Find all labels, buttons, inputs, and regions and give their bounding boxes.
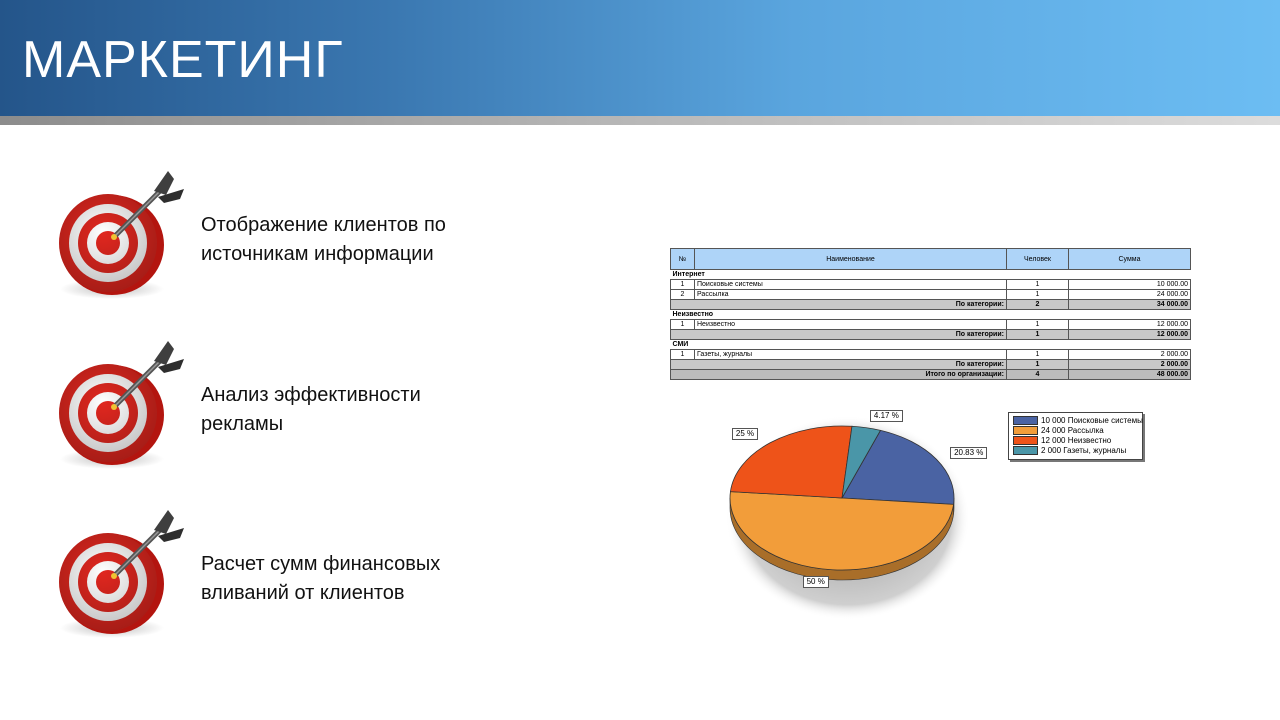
table-cell: 2 — [1007, 300, 1069, 310]
legend-label: 24 000 Рассылка — [1041, 426, 1104, 435]
legend-label: 2 000 Газеты, журналы — [1041, 446, 1127, 455]
table-cell: 1 — [1007, 330, 1069, 340]
pie-percent-label: 20.83 % — [950, 447, 987, 459]
table-subtotal-row — [671, 300, 1191, 310]
bullet-item — [50, 167, 610, 307]
header-divider — [0, 116, 1280, 125]
table-cell: 24 000.00 — [1069, 290, 1191, 300]
table-cell: 2 000.00 — [1069, 350, 1191, 360]
table-cell: Наименование — [695, 249, 1007, 270]
title-banner — [0, 0, 1280, 116]
table-cell: 34 000.00 — [1069, 300, 1191, 310]
pie-percent-label: 25 % — [732, 428, 758, 440]
table-cell: 2 — [671, 290, 695, 300]
bullet-text: Расчет сумм финансовых вливаний от клиентов — [201, 553, 441, 604]
legend-label: 12 000 Неизвестно — [1041, 436, 1112, 445]
target-dart-icon — [50, 167, 190, 307]
target-dart-icon — [50, 337, 190, 477]
table-cell: 1 — [671, 320, 695, 330]
table-row — [671, 290, 1191, 300]
table-cell: Поисковые системы — [695, 280, 1007, 290]
table-cell: 1 — [1007, 350, 1069, 360]
table-cell: Итого по организации: — [671, 370, 1007, 380]
table-cell: Интернет — [671, 270, 1191, 280]
table-row — [671, 280, 1191, 290]
page-title: МАРКЕТИНГ — [22, 31, 344, 89]
table-row — [671, 320, 1191, 330]
table-group-row — [671, 310, 1191, 320]
legend-swatch — [1013, 436, 1038, 445]
pie-percent-label: 4.17 % — [870, 410, 903, 422]
table-cell: 12 000.00 — [1069, 320, 1191, 330]
pie-percent-label: 50 % — [803, 576, 829, 588]
chart-legend — [1008, 412, 1143, 460]
table-cell: По категории: — [671, 360, 1007, 370]
legend-item — [1013, 436, 1111, 446]
table-cell: 48 000.00 — [1069, 370, 1191, 380]
table-cell: Сумма — [1069, 249, 1191, 270]
table-cell: 2 000.00 — [1069, 360, 1191, 370]
table-cell: По категории: — [671, 300, 1007, 310]
table-total-row — [671, 370, 1191, 380]
bullet-item — [50, 506, 610, 646]
legend-swatch — [1013, 416, 1038, 425]
table-cell: 1 — [671, 350, 695, 360]
table-cell: Рассылка — [695, 290, 1007, 300]
table-cell: 4 — [1007, 370, 1069, 380]
legend-item — [1013, 416, 1143, 426]
table-cell: СМИ — [671, 340, 1191, 350]
table-subtotal-row — [671, 360, 1191, 370]
legend-swatch — [1013, 446, 1038, 455]
legend-label: 10 000 Поисковые системы — [1041, 416, 1143, 425]
legend-item — [1013, 426, 1104, 436]
table-cell: Неизвестно — [671, 310, 1191, 320]
table-header-row — [671, 249, 1191, 270]
table-cell: Человек — [1007, 249, 1069, 270]
table-cell: 1 — [1007, 280, 1069, 290]
table-group-row — [671, 340, 1191, 350]
table-cell: 10 000.00 — [1069, 280, 1191, 290]
table-cell: 1 — [1007, 320, 1069, 330]
table-subtotal-row — [671, 330, 1191, 340]
table-cell: По категории: — [671, 330, 1007, 340]
bullet-text: Отображение клиентов по источникам информации — [201, 214, 446, 265]
table-row — [671, 350, 1191, 360]
legend-swatch — [1013, 426, 1038, 435]
table-cell: 12 000.00 — [1069, 330, 1191, 340]
table-cell: Газеты, журналы — [695, 350, 1007, 360]
table-cell: № — [671, 249, 695, 270]
table-cell: 1 — [1007, 290, 1069, 300]
bullet-text: Анализ эффективности рекламы — [201, 384, 421, 435]
bullet-item — [50, 337, 610, 477]
target-dart-icon — [50, 506, 190, 646]
table-cell: Неизвестно — [695, 320, 1007, 330]
table-group-row — [671, 270, 1191, 280]
table-cell: 1 — [671, 280, 695, 290]
table-cell: 1 — [1007, 360, 1069, 370]
report-table — [670, 248, 1188, 386]
legend-item — [1013, 446, 1126, 456]
